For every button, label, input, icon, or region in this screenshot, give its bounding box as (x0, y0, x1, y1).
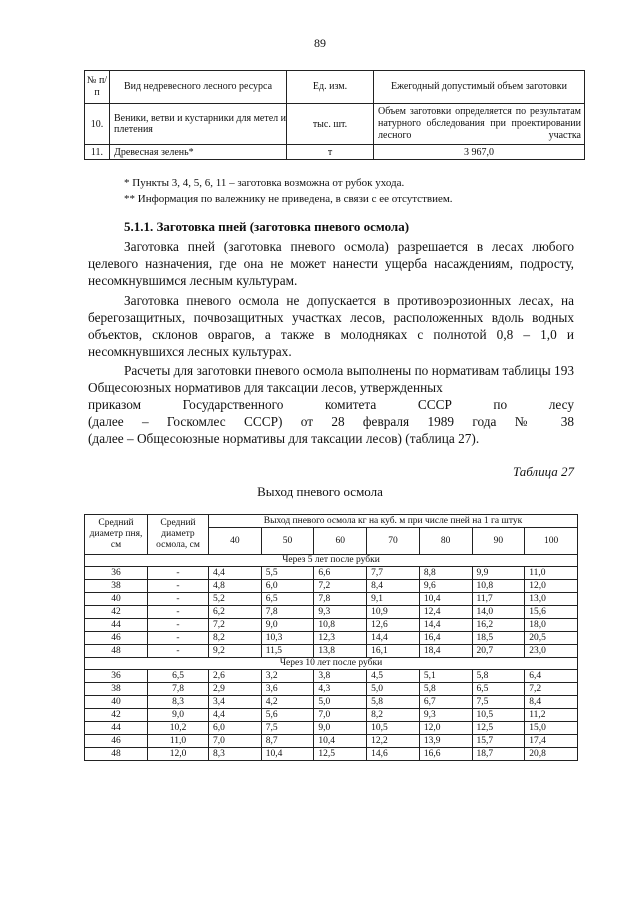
table-row (85, 619, 578, 632)
yield-value: 10,3 (261, 632, 314, 645)
yield-value: 12,2 (367, 735, 420, 748)
yield-value: 4,8 (209, 580, 262, 593)
resin-diameter: 6,5 (148, 670, 209, 683)
yield-value: 14,4 (367, 632, 420, 645)
yield-value: 6,5 (472, 683, 525, 696)
stump-count-header: 100 (525, 528, 578, 555)
yield-value: 6,6 (314, 567, 367, 580)
resource-name: Веники, ветви и кустарники для метел и плетения (110, 104, 287, 145)
stump-diameter: 48 (85, 645, 148, 658)
stump-diameter: 42 (85, 606, 148, 619)
stump-diameter: 38 (85, 580, 148, 593)
stump-diameter: 40 (85, 696, 148, 709)
yield-value: 18,4 (419, 645, 472, 658)
yield-value: 9,2 (209, 645, 262, 658)
paragraph-2 (88, 292, 574, 360)
stump-diameter: 38 (85, 683, 148, 696)
row-number: 10. (85, 104, 110, 145)
yield-value: 7,5 (261, 722, 314, 735)
yield-value: 9,3 (314, 606, 367, 619)
resource-name: Древесная зелень* (110, 145, 287, 160)
yield-value: 5,0 (367, 683, 420, 696)
yield-value: 2,6 (209, 670, 262, 683)
yield-value: 8,4 (525, 696, 578, 709)
yield-value: 6,5 (261, 593, 314, 606)
yield-value: 9,0 (261, 619, 314, 632)
stump-diameter: 46 (85, 632, 148, 645)
yield-value: 12,5 (472, 722, 525, 735)
table-row (85, 722, 578, 735)
yield-value: 16,6 (419, 748, 472, 761)
yield-value: 10,8 (472, 580, 525, 593)
yield-value: 12,6 (367, 619, 420, 632)
yield-group-header: Выход пневого осмола кг на куб. м при числе пней на 1 га штук (209, 515, 578, 528)
yield-value: 5,6 (261, 709, 314, 722)
row-number: 11. (85, 145, 110, 160)
col-volume-header: Ежегодный допустимый объем заготовки (374, 71, 585, 104)
section-title-cell: Через 10 лет после рубки (85, 658, 578, 670)
yield-value: 3,6 (261, 683, 314, 696)
resin-diameter: 10,2 (148, 722, 209, 735)
table-row (85, 645, 578, 658)
stump-count-header: 40 (209, 528, 262, 555)
yield-value: 6,4 (525, 670, 578, 683)
yield-value: 10,4 (314, 735, 367, 748)
table-row (85, 632, 578, 645)
yield-value: 9,1 (367, 593, 420, 606)
yield-value: 8,3 (209, 748, 262, 761)
yield-table-body (85, 555, 578, 761)
resin-diameter-header: Средний диаметр осмола, см (148, 515, 209, 555)
resin-diameter: 7,8 (148, 683, 209, 696)
table-row (85, 709, 578, 722)
yield-value: 20,8 (525, 748, 578, 761)
stump-diameter: 46 (85, 735, 148, 748)
table-row (85, 748, 578, 761)
paragraph-text: Заготовка пней (заготовка пневого осмола) разрешается в лесах любого целевого назначения, где она не может нанести ущерба насаждениям, подросту, несомкнувшимся лесным культурам. (88, 239, 574, 288)
table-row (85, 593, 578, 606)
resin-diameter: 11,0 (148, 735, 209, 748)
yield-value: 4,5 (367, 670, 420, 683)
yield-value: 5,0 (314, 696, 367, 709)
page-number: 89 (314, 36, 326, 50)
yield-value: 14,0 (472, 606, 525, 619)
yield-value: 5,2 (209, 593, 262, 606)
yield-value: 9,0 (314, 722, 367, 735)
resource-table (84, 70, 585, 160)
yield-value: 9,6 (419, 580, 472, 593)
yield-value: 4,3 (314, 683, 367, 696)
footnote: * Пункты 3, 4, 5, 6, 11 – заготовка возможна от рубок ухода. (124, 177, 405, 189)
yield-value: 13,9 (419, 735, 472, 748)
yield-value: 4,4 (209, 709, 262, 722)
yield-value: 7,8 (314, 593, 367, 606)
yield-value: 6,0 (209, 722, 262, 735)
yield-value: 13,8 (314, 645, 367, 658)
footnote: ** Информация по валежнику не приведена, в связи с ее отсутствием. (124, 193, 453, 205)
yield-value: 12,0 (525, 580, 578, 593)
yield-value: 20,7 (472, 645, 525, 658)
yield-value: 4,2 (261, 696, 314, 709)
yield-value: 16,4 (419, 632, 472, 645)
stump-diameter: 44 (85, 722, 148, 735)
unit: т (287, 145, 374, 160)
resin-diameter: 9,0 (148, 709, 209, 722)
resin-diameter: - (148, 645, 209, 658)
stump-count-header: 60 (314, 528, 367, 555)
yield-value: 16,2 (472, 619, 525, 632)
table-row (85, 696, 578, 709)
stump-diameter: 40 (85, 593, 148, 606)
paragraph-line: приказом Государственного комитета СССР по лесу (88, 397, 574, 412)
yield-value: 15,0 (525, 722, 578, 735)
resin-diameter: - (148, 593, 209, 606)
resin-diameter: - (148, 606, 209, 619)
volume: 3 967,0 (374, 145, 585, 160)
table-row (85, 580, 578, 593)
paragraph-3 (88, 362, 574, 447)
yield-value: 12,5 (314, 748, 367, 761)
yield-value: 7,8 (261, 606, 314, 619)
table-label: Таблица 27 (512, 464, 574, 479)
yield-value: 7,7 (367, 567, 420, 580)
table-row (85, 606, 578, 619)
yield-value: 12,0 (419, 722, 472, 735)
col-number-header: № п/п (85, 71, 110, 104)
yield-value: 5,8 (367, 696, 420, 709)
section-title-cell: Через 5 лет после рубки (85, 555, 578, 567)
section-row (85, 555, 578, 567)
yield-table-header (85, 515, 578, 528)
paragraph-line: (далее – Госкомлес СССР) от 28 февраля 1989 года № 38 (88, 414, 574, 429)
resin-diameter: - (148, 567, 209, 580)
stump-diameter-header: Средний диаметр пня, см (85, 515, 148, 555)
volume: Объем заготовки определяется по результатам натурного обследования при проектировании лесного участка (374, 104, 585, 145)
yield-value: 9,9 (472, 567, 525, 580)
col-resource-header: Вид недревесного лесного ресурса (110, 71, 287, 104)
yield-value: 10,8 (314, 619, 367, 632)
yield-value: 5,8 (472, 670, 525, 683)
yield-value: 6,0 (261, 580, 314, 593)
yield-value: 7,2 (209, 619, 262, 632)
yield-value: 15,7 (472, 735, 525, 748)
stump-count-header: 70 (367, 528, 420, 555)
yield-value: 7,0 (209, 735, 262, 748)
section-row (85, 658, 578, 670)
resin-diameter: - (148, 580, 209, 593)
stump-diameter: 36 (85, 670, 148, 683)
table-title: Выход пневого осмола (257, 484, 383, 499)
resin-diameter: - (148, 632, 209, 645)
paragraph-text: Расчеты для заготовки пневого осмола выполнены по нормативам таблицы 193 Общесоюзных нормативов для таксации лесов, утвержденных (88, 363, 574, 395)
resin-diameter: 12,0 (148, 748, 209, 761)
yield-value: 10,5 (367, 722, 420, 735)
yield-value: 5,5 (261, 567, 314, 580)
yield-value: 7,5 (472, 696, 525, 709)
yield-value: 12,4 (419, 606, 472, 619)
yield-value: 18,5 (472, 632, 525, 645)
paragraph-text: Заготовка пневого осмола не допускается в противоэрозионных лесах, на берегозащитных, почвозащитных участках лесов, расположенных вдоль водных объектов, склонов оврагов, а также в молодняках с полнотой 0,8 – 1,0 и несомкнувшихся лесных культурах. (88, 293, 574, 359)
yield-value: 10,4 (261, 748, 314, 761)
yield-value: 3,8 (314, 670, 367, 683)
yield-value: 17,4 (525, 735, 578, 748)
yield-value: 7,0 (314, 709, 367, 722)
yield-value: 23,0 (525, 645, 578, 658)
yield-value: 14,4 (419, 619, 472, 632)
yield-value: 8,2 (209, 632, 262, 645)
yield-value: 10,9 (367, 606, 420, 619)
yield-value: 18,7 (472, 748, 525, 761)
paragraph-line: (далее – Общесоюзные нормативы для таксации лесов) (таблица 27). (88, 431, 480, 446)
stump-diameter: 42 (85, 709, 148, 722)
resin-yield-table (84, 514, 578, 761)
yield-value: 9,3 (419, 709, 472, 722)
table-row (85, 104, 585, 145)
yield-value: 8,4 (367, 580, 420, 593)
stump-count-header: 80 (419, 528, 472, 555)
yield-value: 15,6 (525, 606, 578, 619)
stump-diameter: 44 (85, 619, 148, 632)
col-unit-header: Ед. изм. (287, 71, 374, 104)
yield-value: 8,7 (261, 735, 314, 748)
yield-value: 3,2 (261, 670, 314, 683)
yield-value: 11,5 (261, 645, 314, 658)
yield-value: 14,6 (367, 748, 420, 761)
stump-count-header: 90 (472, 528, 525, 555)
yield-value: 8,2 (367, 709, 420, 722)
unit: тыс. шт. (287, 104, 374, 145)
stump-count-header: 50 (261, 528, 314, 555)
yield-value: 5,1 (419, 670, 472, 683)
table-row (85, 567, 578, 580)
yield-value: 4,4 (209, 567, 262, 580)
yield-value: 16,1 (367, 645, 420, 658)
yield-value: 11,2 (525, 709, 578, 722)
yield-value: 10,4 (419, 593, 472, 606)
stump-diameter: 48 (85, 748, 148, 761)
yield-value: 2,9 (209, 683, 262, 696)
yield-value: 12,3 (314, 632, 367, 645)
yield-value: 11,0 (525, 567, 578, 580)
resource-table-header (85, 71, 585, 104)
yield-value: 11,7 (472, 593, 525, 606)
yield-value: 6,7 (419, 696, 472, 709)
yield-value: 10,5 (472, 709, 525, 722)
section-title: 5.1.1. Заготовка пней (заготовка пневого осмола) (124, 219, 410, 234)
yield-value: 3,4 (209, 696, 262, 709)
yield-value: 13,0 (525, 593, 578, 606)
yield-value: 5,8 (419, 683, 472, 696)
paragraph-1 (88, 238, 574, 289)
table-row (85, 145, 585, 160)
yield-value: 20,5 (525, 632, 578, 645)
yield-value: 6,2 (209, 606, 262, 619)
table-row (85, 683, 578, 696)
yield-value: 7,2 (525, 683, 578, 696)
yield-value: 18,0 (525, 619, 578, 632)
table-row (85, 670, 578, 683)
stump-diameter: 36 (85, 567, 148, 580)
resin-diameter: 8,3 (148, 696, 209, 709)
resin-diameter: - (148, 619, 209, 632)
yield-value: 7,2 (314, 580, 367, 593)
yield-value: 8,8 (419, 567, 472, 580)
table-row (85, 735, 578, 748)
